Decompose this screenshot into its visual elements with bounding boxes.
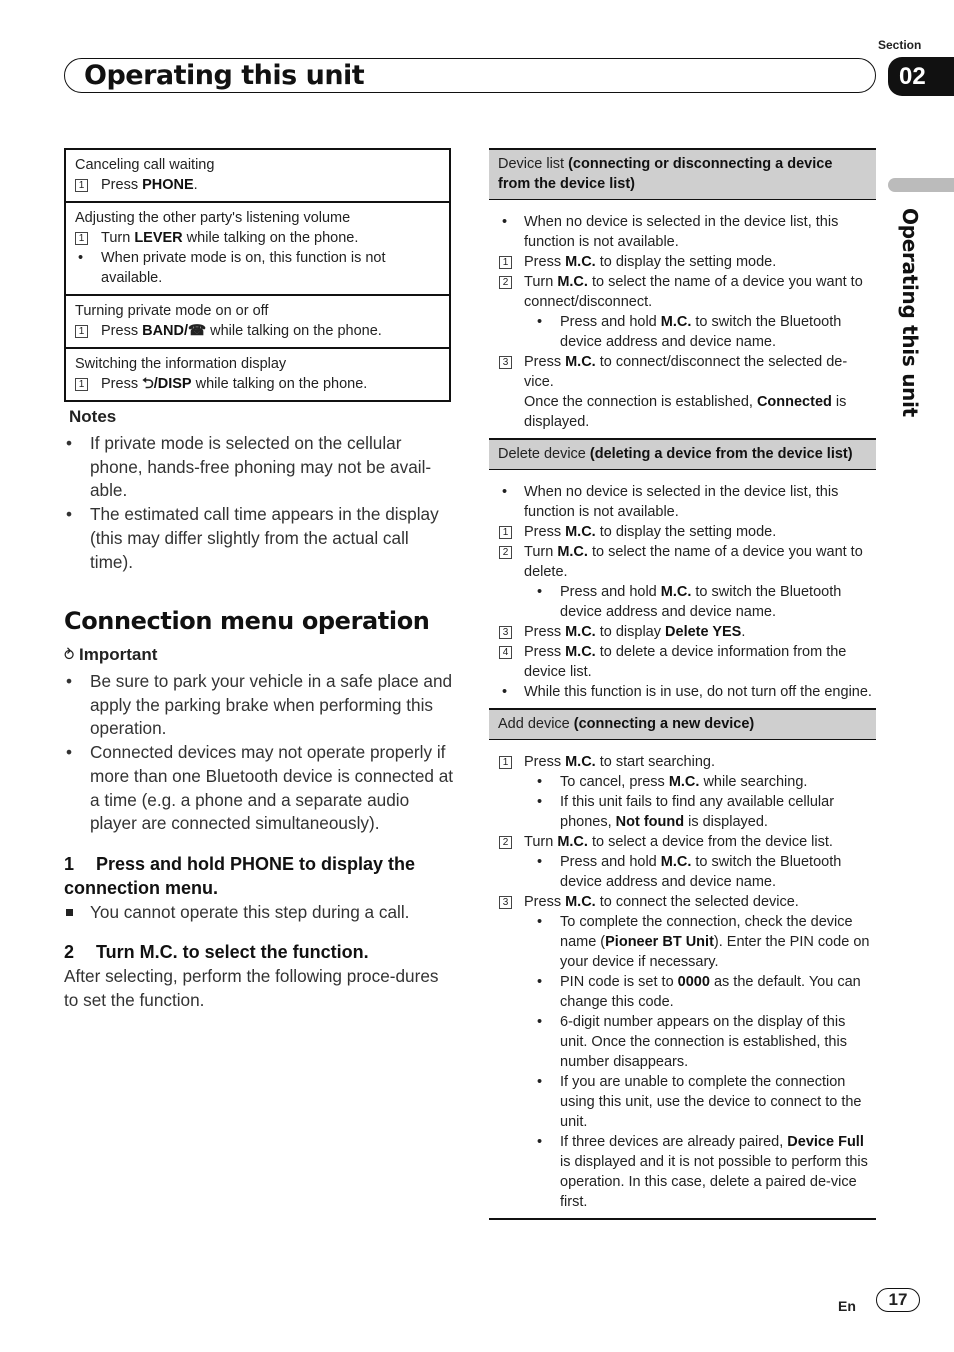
side-tab-bar [888, 178, 954, 192]
step-item [75, 374, 441, 394]
phone-icon: ☎ [188, 323, 207, 339]
step-number-box: 2 [499, 276, 512, 289]
connection-functions [489, 148, 876, 1220]
bold-term: M.C. [557, 544, 588, 560]
text-segment: When no device is selected in the device list, this function is not available. [524, 214, 839, 250]
bold-term: (connecting a new device) [569, 716, 755, 732]
text-segment: to display [595, 624, 666, 640]
text-segment: to display the setting mode. [595, 254, 777, 270]
step-1-note [64, 900, 454, 924]
text-segment: ). Enter the PIN code on your device if necessary. [560, 934, 870, 970]
item-text [524, 624, 745, 640]
text-segment: Press [101, 177, 143, 193]
bullet-item [499, 792, 876, 832]
item-text [560, 914, 869, 970]
item-text [560, 774, 807, 790]
step-item [499, 542, 876, 582]
item-text [560, 794, 834, 830]
text-segment: as the default. You can change this code. [560, 974, 861, 1010]
bold-term: /DISP [153, 376, 192, 392]
text-segment: Turn [101, 230, 135, 246]
bullet-item [499, 482, 876, 522]
text-segment: Press [524, 754, 566, 770]
section-body [489, 470, 876, 708]
bullet-icon: • [537, 1014, 543, 1030]
bullet-icon: • [537, 914, 543, 930]
text-segment: Press and hold [560, 584, 661, 600]
table-row [66, 347, 449, 400]
text-segment: Be sure to park your vehicle in a safe place and apply the parking brake when performing this operation. [90, 671, 453, 739]
text-segment: If you are unable to complete the connection using this unit, use the device to connect to the unit. [560, 1074, 862, 1130]
item-text [524, 484, 838, 520]
table-row [66, 294, 449, 347]
bullet-item [499, 682, 876, 702]
text-segment: to select the name of a device you want to connect/disconnect. [524, 274, 863, 310]
important-list [64, 670, 454, 836]
text-segment: to switch the Bluetooth device address and device name. [560, 854, 842, 890]
bold-term: M.C. [565, 644, 596, 660]
text-segment: Press [524, 644, 566, 660]
step-number: 2 [64, 942, 75, 962]
text-segment: Press [524, 624, 566, 640]
text-segment: The estimated call time appears in the display (this may differ slightly from the actual call time). [90, 504, 439, 572]
bold-term: M.C. [565, 354, 596, 370]
text-segment: to connect/disconnect the selected de-vice. [524, 354, 848, 390]
bold-term: (deleting a device from the device list) [585, 446, 853, 462]
step-item [499, 252, 876, 272]
text-segment: to switch the Bluetooth device address and device name. [560, 584, 842, 620]
text-segment: PIN code is set to [560, 974, 678, 990]
important-label: Important [78, 645, 158, 664]
bullet-icon: • [537, 854, 543, 870]
bold-term: Connected [756, 394, 832, 410]
text-segment: If three devices are already paired, [560, 1134, 788, 1150]
bold-term: (connecting or disconnecting a device from the device list) [498, 156, 833, 192]
step-item [75, 228, 441, 248]
text-segment: Press [524, 894, 566, 910]
bullet-item [499, 772, 876, 792]
item-text [560, 854, 841, 890]
bullet-icon: • [537, 774, 543, 790]
item-text [90, 504, 439, 571]
bullet-item [75, 248, 441, 288]
step-text: Turn M.C. to select the function. [96, 942, 369, 962]
item-text [560, 1134, 868, 1210]
text-segment: while searching. [699, 774, 808, 790]
bullet-icon: • [66, 742, 73, 763]
text-segment: When no device is selected in the device list, this function is not available. [524, 484, 839, 520]
bullet-icon: • [78, 250, 84, 266]
bold-term: M.C. [565, 254, 596, 270]
step-number-box: 1 [75, 378, 88, 391]
text-segment: to display the setting mode. [595, 524, 777, 540]
square-bullet-icon [66, 909, 73, 916]
bullet-icon: • [66, 671, 73, 691]
text-segment: while talking on the phone. [191, 376, 368, 392]
item-text [101, 376, 367, 392]
text-segment: Once the connection is established, [524, 394, 757, 410]
bullet-icon: • [537, 974, 543, 990]
bullet-icon: • [502, 214, 508, 230]
row-title: Canceling call waiting [75, 157, 215, 173]
bullet-icon: • [537, 314, 543, 330]
step-item [499, 892, 876, 912]
bullet-item [499, 312, 876, 352]
connection-menu-heading: Connection menu operation [64, 607, 430, 635]
text-segment: To cancel, press [560, 774, 669, 790]
text-segment: is displayed. [684, 814, 768, 830]
bullet-icon: • [537, 1074, 543, 1090]
section-header [489, 438, 876, 470]
text-segment: to delete a device information from the device list. [524, 644, 847, 680]
text-segment: Press and hold [560, 854, 661, 870]
bold-term: BAND/ [142, 323, 189, 339]
section-header [489, 708, 876, 740]
step-item [499, 272, 876, 312]
text-segment: to switch the Bluetooth device address and device name. [560, 314, 842, 350]
item-text [560, 314, 841, 350]
text-segment: Turn [524, 834, 558, 850]
text-segment: to start searching. [595, 754, 715, 770]
step-1-heading [64, 852, 454, 900]
language-label: En [838, 1298, 856, 1314]
page-number: 17 [876, 1288, 920, 1312]
bold-term: PHONE [142, 177, 194, 193]
text-segment: Delete device [498, 446, 586, 462]
bold-term: Not found [615, 814, 685, 830]
bold-term: M.C. [557, 834, 588, 850]
bold-term: M.C. [557, 274, 588, 290]
bold-term: M.C. [660, 584, 692, 600]
step-number-box: 1 [499, 756, 512, 769]
step-number-box: 3 [499, 896, 512, 909]
step-number-box: 4 [499, 646, 512, 659]
bold-term: M.C. [565, 894, 596, 910]
bold-term: Pioneer BT Unit [605, 934, 714, 950]
bullet-item [499, 1072, 876, 1132]
item-text [90, 433, 431, 500]
step-number-box: 1 [75, 179, 88, 192]
bold-term: M.C. [668, 774, 700, 790]
step-number-box: 2 [499, 546, 512, 559]
text-segment: Device list [498, 156, 565, 172]
item-text [524, 254, 776, 270]
text-segment: Connected devices may not operate properly if more than one Bluetooth device is connected at a time (e.g. a phone and a separate audio player are connected simultaneously). [90, 742, 454, 834]
item-text [90, 742, 453, 833]
bold-term: M.C. [565, 524, 596, 540]
item-text [524, 354, 847, 390]
step-item [499, 522, 876, 542]
text-segment: When private mode is on, this function is not available. [101, 250, 386, 286]
item-text [101, 323, 382, 339]
item-text [524, 754, 715, 770]
item-text [524, 544, 863, 580]
section-number: 02 [888, 57, 954, 96]
bullet-item [499, 582, 876, 622]
bullet-item [499, 212, 876, 252]
phone-functions-table [64, 148, 451, 402]
step-number-box: 1 [499, 256, 512, 269]
item-text [101, 250, 386, 286]
return-icon: ⮌ [142, 376, 154, 392]
text-segment: to select a device from the device list. [587, 834, 833, 850]
bullet-item [64, 741, 454, 836]
item-text [560, 1014, 847, 1070]
step-item [75, 321, 441, 341]
step-item [499, 642, 876, 682]
step-number-box: 1 [75, 325, 88, 338]
text-segment: is displayed and it is not possible to perform this operation. In this case, delete a paired de-vice first. [560, 1154, 868, 1210]
bold-term: M.C. [565, 754, 596, 770]
important-heading [64, 645, 157, 665]
text-segment: while talking on the phone. [182, 230, 359, 246]
item-text [560, 974, 861, 1010]
text-segment: Press [101, 376, 143, 392]
bullet-icon: • [537, 584, 543, 600]
step-number-box: 1 [75, 232, 88, 245]
step-number-box: 1 [499, 526, 512, 539]
notes-heading: Notes [69, 407, 117, 426]
step-text: Press and hold PHONE to display the connection menu. [64, 854, 416, 898]
section-body [489, 740, 876, 1220]
item-text [560, 1074, 861, 1130]
bold-term: Delete YES [665, 624, 742, 640]
text-segment: Add device [498, 716, 570, 732]
text-segment: is displayed. [524, 394, 847, 430]
item-text [524, 684, 872, 700]
step-item [499, 832, 876, 852]
item-text [524, 274, 863, 310]
bold-term: M.C. [660, 854, 692, 870]
text-segment: 6-digit number appears on the display of this unit. Once the connection is established, this number disappears. [560, 1014, 847, 1070]
bullet-icon: • [66, 433, 73, 453]
bullet-item [499, 1132, 876, 1212]
item-text [90, 671, 452, 738]
step-2-paragraph: After selecting, perform the following proce-dures to set the function. [64, 966, 439, 1010]
step-2-heading [64, 940, 454, 964]
bullet-item [499, 392, 876, 432]
item-text [524, 524, 776, 540]
step-number: 1 [64, 854, 75, 874]
notes-list [64, 432, 454, 574]
important-icon: ⥁ [64, 647, 75, 664]
item-text [101, 177, 198, 193]
text-segment: While this function is in use, do not turn off the engine. [524, 684, 872, 700]
bullet-item [499, 1012, 876, 1072]
item-text [524, 894, 799, 910]
step-number-box: 3 [499, 626, 512, 639]
step-note-text: You cannot operate this step during a call. [90, 902, 410, 922]
bullet-icon: • [502, 484, 508, 500]
item-text [560, 584, 841, 620]
section-label: Section [878, 38, 922, 52]
bullet-icon: • [66, 504, 73, 525]
item-text [524, 214, 838, 250]
row-title: Turning private mode on or off [75, 303, 269, 319]
bold-term: LEVER [134, 230, 183, 246]
bullet-item [499, 912, 876, 972]
bold-term: M.C. [565, 624, 596, 640]
bullet-item [64, 670, 454, 741]
section-header [489, 148, 876, 200]
bullet-item [64, 503, 454, 574]
bullet-icon: • [502, 684, 508, 700]
text-segment: to select the name of a device you want to delete. [524, 544, 863, 580]
text-segment: Press and hold [560, 314, 661, 330]
item-text [524, 834, 833, 850]
table-row [66, 201, 449, 294]
row-title: Switching the information display [75, 356, 287, 372]
side-tab-label: Operating this unit [898, 208, 922, 417]
table-row [66, 150, 449, 201]
step-item [499, 622, 876, 642]
text-segment: to connect the selected device. [595, 894, 799, 910]
step-item [499, 752, 876, 772]
item-text [524, 394, 846, 430]
page-title: Operating this unit [84, 60, 365, 91]
text-segment: Turn [524, 274, 558, 290]
text-segment: Press [524, 254, 566, 270]
text-segment: Press [101, 323, 143, 339]
bullet-icon: • [537, 1134, 543, 1150]
item-text [101, 230, 358, 246]
bullet-icon: • [537, 794, 543, 810]
step-number-box: 2 [499, 836, 512, 849]
text-segment: To complete the connection, check the device name ( [560, 914, 853, 950]
item-text [524, 644, 846, 680]
text-segment: Turn [524, 544, 558, 560]
text-segment: . [741, 624, 746, 640]
bullet-item [64, 432, 454, 503]
bullet-item [499, 852, 876, 892]
step-number-box: 3 [499, 356, 512, 369]
text-segment: If this unit fails to find any available cellular phones, [560, 794, 835, 830]
row-title: Adjusting the other party's listening volume [75, 210, 351, 226]
text-segment: If private mode is selected on the cellular phone, hands-free phoning may not be avail-able. [90, 433, 432, 501]
bold-term: 0000 [677, 974, 710, 990]
text-segment: . [193, 177, 198, 193]
step-item [75, 175, 441, 195]
text-segment: Press [524, 354, 566, 370]
section-body [489, 200, 876, 438]
bullet-item [499, 972, 876, 1012]
text-segment: Press [524, 524, 566, 540]
text-segment: while talking on the phone. [206, 323, 382, 339]
bold-term: M.C. [660, 314, 692, 330]
bold-term: Device Full [787, 1134, 864, 1150]
step-item [499, 352, 876, 392]
